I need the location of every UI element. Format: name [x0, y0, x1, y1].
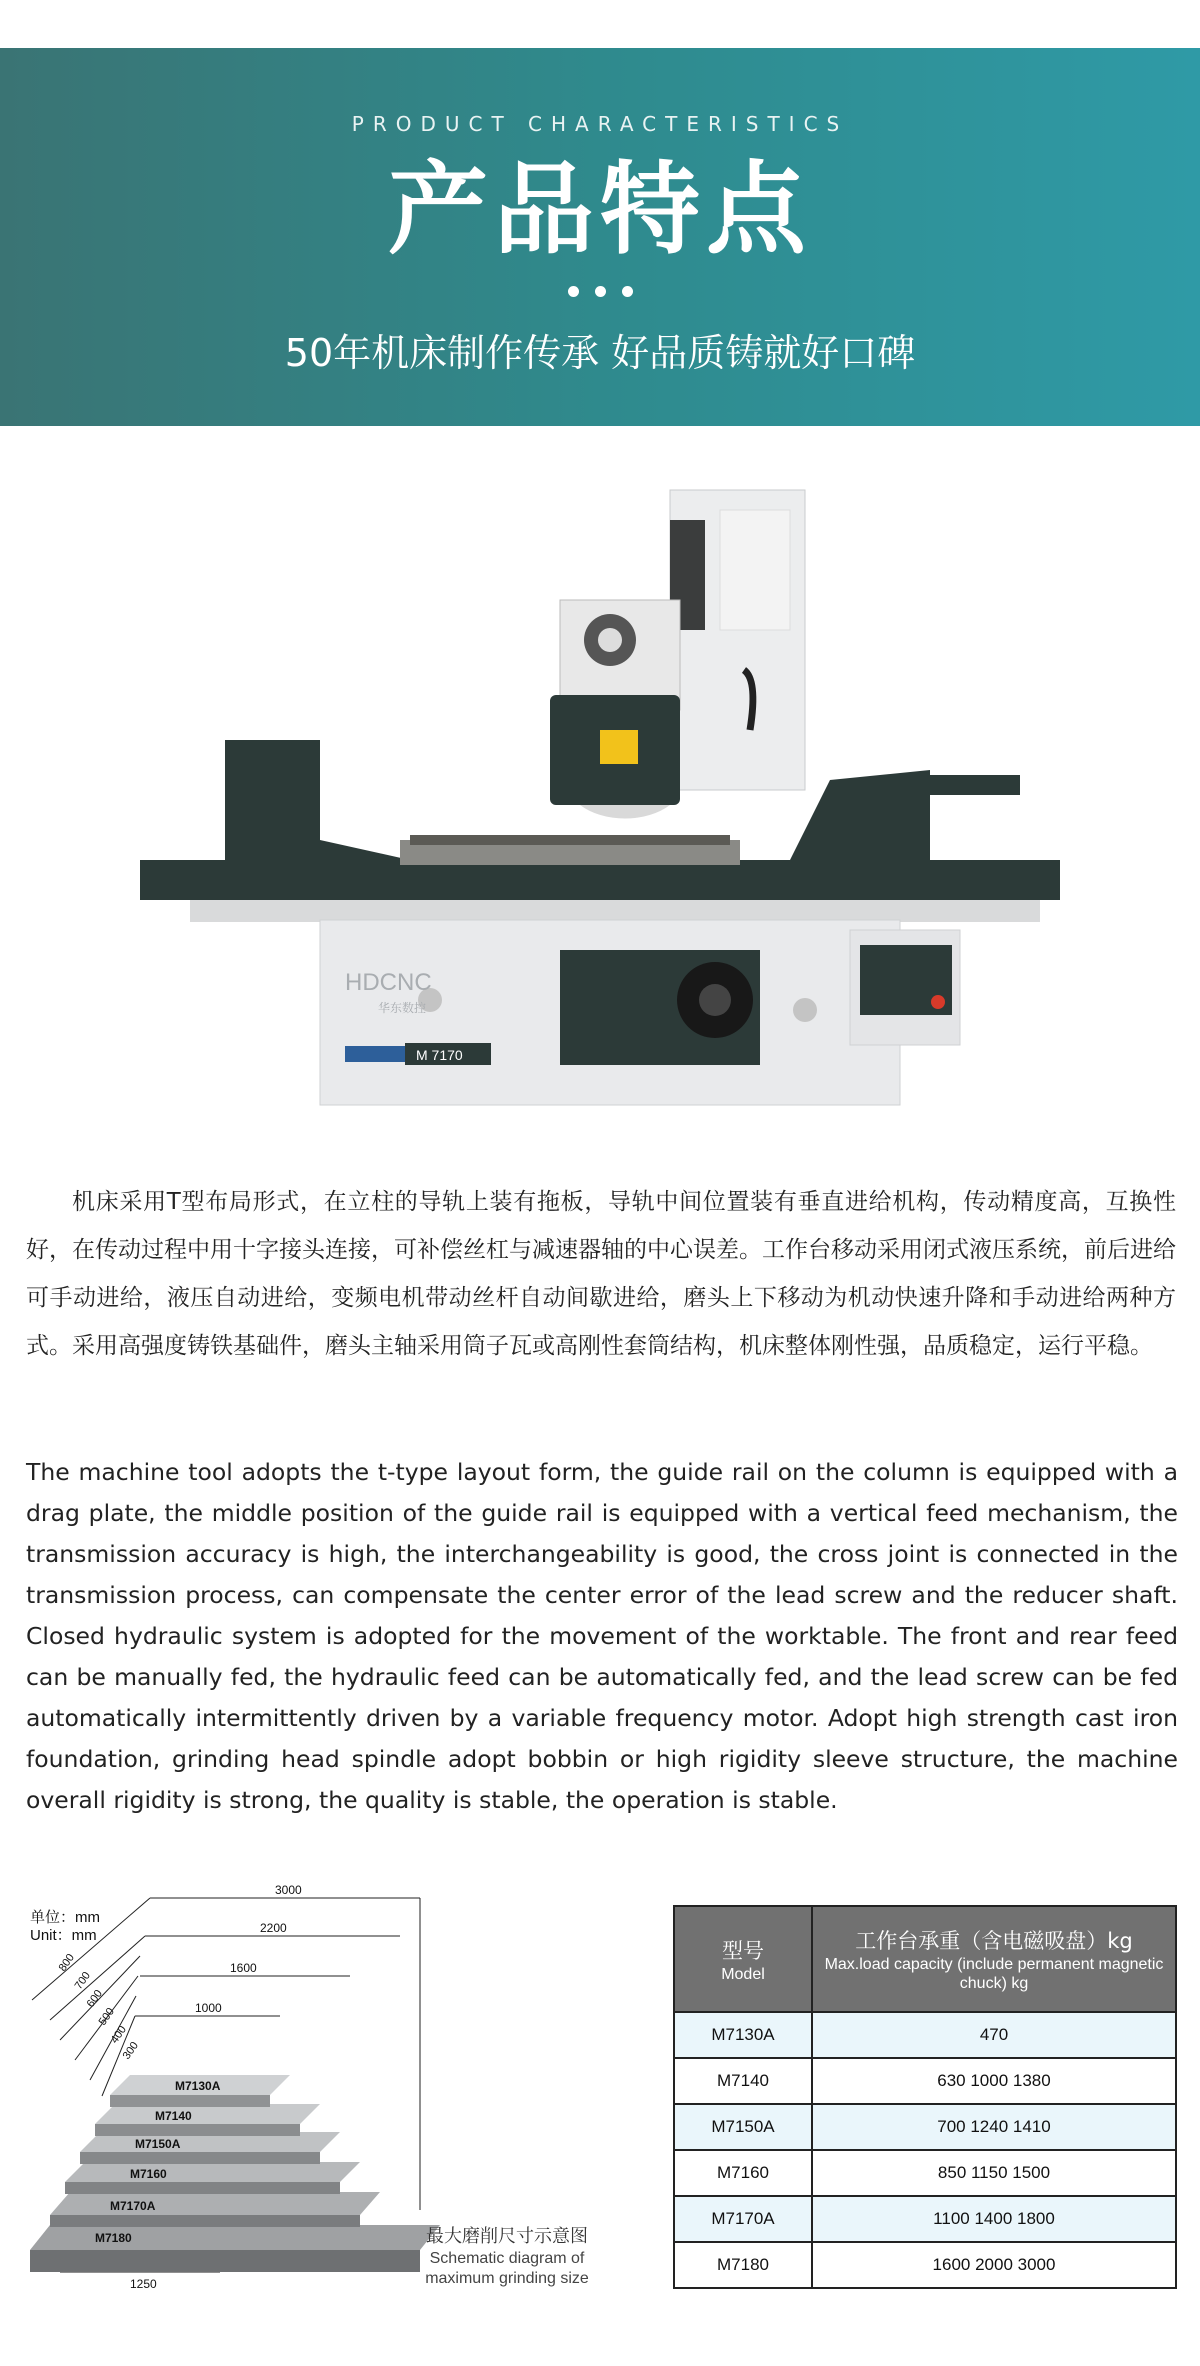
- brand-logo-cn: 华东数控: [378, 1001, 427, 1015]
- table-row: M7180 1600 2000 3000: [674, 2242, 1176, 2288]
- diagram-model: M7170A: [110, 2199, 156, 2213]
- diagram-caption-en: Schematic diagram of maximum grinding size: [425, 2250, 589, 2287]
- diagram-caption-cn: 最大磨削尺寸示意图: [426, 2226, 588, 2247]
- table-row: M7140 630 1000 1380: [674, 2058, 1176, 2104]
- dimension-label: 600: [84, 1987, 105, 2010]
- dimension-label: 800: [56, 1951, 77, 1974]
- diagram-model: M7130A: [175, 2079, 221, 2093]
- page-title: 产品特点: [388, 151, 812, 268]
- diagram-model: M7160: [130, 2167, 167, 2181]
- dimension-label: 400: [108, 2023, 129, 2046]
- table-row: M7150A 700 1240 1410: [674, 2104, 1176, 2150]
- unit-en: Unit：mm: [30, 1927, 97, 1944]
- table-row: M7160 850 1150 1500: [674, 2150, 1176, 2196]
- header-load: 工作台承重（含电磁吸盘）kg Max.load capacity (include permanent magnetic chuck) kg: [812, 1906, 1176, 2012]
- dimension-label: 2200: [260, 1921, 287, 1935]
- banner-eyebrow: PRODUCT CHARACTERISTICS: [351, 112, 849, 136]
- diagram-model: M7140: [155, 2109, 192, 2123]
- dimension-label: 700: [72, 1969, 93, 1992]
- dots-divider-icon: [0, 286, 1200, 297]
- brand-logo: HDCNC: [345, 969, 432, 996]
- banner-subtitle: 50年机床制作传承 好品质铸就好口碑: [284, 331, 916, 375]
- dimension-label: 300: [120, 2039, 141, 2062]
- model-plate: M 7170: [416, 1047, 463, 1063]
- header-model: 型号 Model: [674, 1906, 812, 2012]
- table-row: M7130A 470: [674, 2012, 1176, 2058]
- dimension-label: 1600: [230, 1961, 257, 1975]
- dimension-label: 1250: [130, 2277, 157, 2291]
- dimension-label: 1000: [195, 2001, 222, 2015]
- unit-cn: 单位：mm: [30, 1909, 100, 1926]
- description-cn: 机床采用T型布局形式，在立柱的导轨上装有拖板，导轨中间位置装有垂直进给机构，传动精度高，互换性好，在传动过程中用十字接头连接，可补偿丝杠与减速器轴的中心误差。工作台移动采用闭式液压系统，前后进给可手动进给，液压自动进给，变频电机带动丝杆自动间歇进给，磨头上下移动为机动快速升降和手动进给两种方式。采用高强度铸铁基础件，磨头主轴采用筒子瓦或高刚性套筒结构，机床整体刚性强，品质稳定，运行平稳。: [26, 1189, 1176, 1359]
- table-row: M7170A 1100 1400 1800: [674, 2196, 1176, 2242]
- dimension-label: 3000: [275, 1883, 302, 1897]
- diagram-model: M7150A: [135, 2137, 181, 2151]
- spec-table: [673, 1905, 1177, 2289]
- surface-grinder-image: [130, 480, 1080, 1120]
- diagram-model: M7180: [95, 2231, 132, 2245]
- warning-label-icon: [600, 730, 638, 764]
- description-en: The machine tool adopts the t-type layout form, the guide rail on the column is equipped with a drag plate, the middle position of the guide rail is equipped with a vertical feed mechanism, the transmission accuracy is high, the interchangeability is good, the cross joint is connected in the transmission process, can compensate the center error of the lead screw and the reducer shaft. Closed hydraulic system is adopted for the movement of the worktable. The front and rear feed can be manually fed, the hydraulic feed can be automatically fed, and the lead screw can be fed automatically intermittently driven by a variable frequency motor. Adopt high strength cast iron foundation, grinding head spindle adopt bobbin or high rigidity sleeve structure, the machine overall rigidity is strong, the quality is stable, the operation is stable.: [26, 1458, 1178, 1814]
- dimension-label: 500: [96, 2005, 117, 2028]
